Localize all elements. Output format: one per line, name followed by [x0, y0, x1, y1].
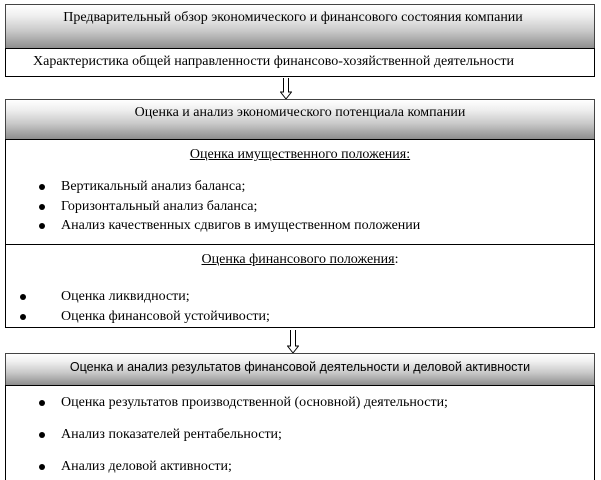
- financial-status-title: Оценка финансового положения:: [201, 252, 399, 267]
- property-status-box: [5, 139, 595, 245]
- bullet-icon: [39, 184, 45, 190]
- results-title: Оценка и анализ результатов финансовой деятельности и деловой активности: [69, 360, 531, 374]
- preliminary-overview-box: [5, 48, 595, 77]
- economic-potential-title: Оценка и анализ экономического потенциала компании: [134, 105, 466, 120]
- list-item: Анализ качественных сдвигов в имущественном положении: [61, 218, 420, 238]
- list-item: Анализ показателей рентабельности;: [61, 427, 448, 459]
- list-item: Оценка ликвидности;: [61, 289, 270, 309]
- list-item: Горизонтальный анализ баланса;: [61, 199, 420, 218]
- bullet-icon: [39, 432, 45, 438]
- down-arrow-icon: [280, 78, 289, 100]
- bullet-icon: [39, 223, 45, 229]
- financial-status-box: [5, 244, 595, 328]
- list-item: Вертикальный анализ баланса;: [61, 179, 420, 199]
- general-direction-item: Характеристика общей направленности финансово-хозяйственной деятельности: [33, 54, 515, 69]
- preliminary-overview-header: [5, 4, 595, 49]
- down-arrow-icon: [287, 330, 296, 354]
- financial-status-list: [61, 289, 270, 329]
- results-box: [5, 385, 595, 480]
- results-list: [61, 395, 448, 479]
- property-status-title: Оценка имущественного положения:: [189, 147, 411, 162]
- property-status-list: [61, 179, 420, 238]
- economic-potential-header: [5, 99, 595, 140]
- list-item: Анализ деловой активности;: [61, 459, 448, 479]
- bullet-icon: [39, 400, 45, 406]
- bullet-icon: [39, 204, 45, 210]
- list-item: Оценка результатов производственной (основной) деятельности;: [61, 395, 448, 427]
- preliminary-overview-title: Предварительный обзор экономического и финансового состояния компании: [63, 10, 523, 25]
- bullet-icon: [39, 464, 45, 470]
- list-item: Оценка финансовой устойчивости;: [61, 309, 270, 329]
- bullet-icon: [20, 294, 26, 300]
- results-header: [5, 353, 595, 386]
- bullet-icon: [20, 314, 26, 320]
